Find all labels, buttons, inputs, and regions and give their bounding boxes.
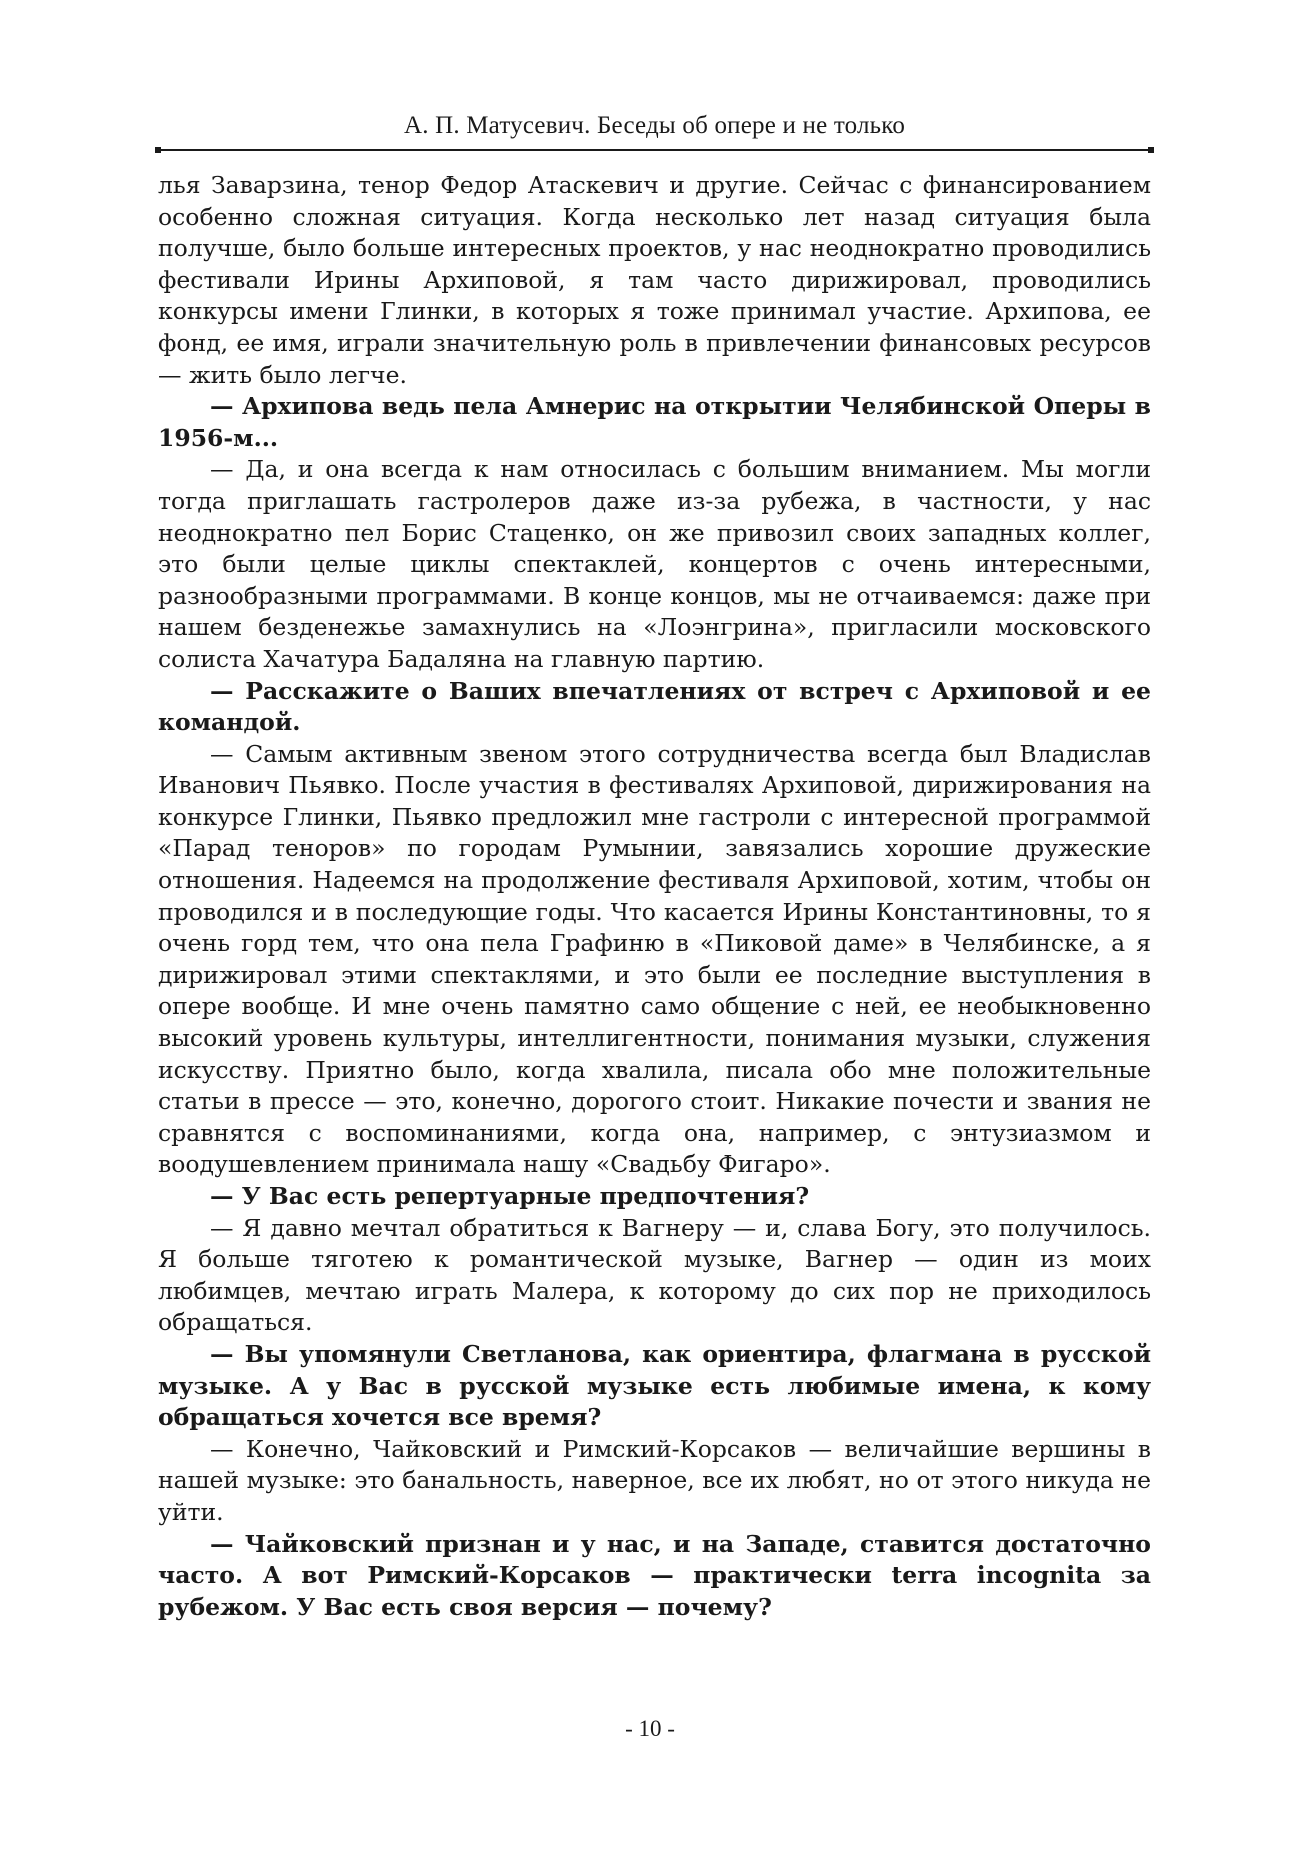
interview-question: — Расскажите о Ваших впечатлениях от встреч с Архиповой и ее командой. [158,676,1151,737]
page-number: - 10 - [625,1716,675,1741]
interview-answer: — Самым активным звеном этого сотрудничества всегда был Владислав Иванович Пьявко. После участия в фестивалях Архиповой, дирижирования на конкурсе Глинки, Пьявко предложил мне гастроли с интересной программой «Парад теноров» по городам Румынии, завязались хорошие дружеские отношения. Надеемся на продолжение фестиваля Архиповой, хотим, чтобы он проводился и в последующие годы. Что касается Ирины Константиновны, то я очень горд тем, что она пела Графиню в «Пиковой даме» в Челябинске, а я дирижировал этими спектаклями, и это были ее последние выступления в опере вообще. И мне очень памятно само общение с ней, ее необыкновенно высокий уровень культуры, интеллигентности, понимания музыки, служения искусству. Приятно было, когда хвалила, писала обо мне положительные статьи в прессе — это, конечно, дорогого стоит. Никакие почести и звания не сравнятся с воспоминаниями, когда она, например, с энтузиазмом и воодушевлением принимала нашу «Свадьбу Фигаро». [158,739,1151,1179]
interview-answer: — Конечно, Чайковский и Римский-Корсаков — величайшие вершины в нашей музыке: это банальность, наверное, все их любят, но от этого никуда не уйти. [158,1434,1151,1526]
running-header: А. П. Матусевич. Беседы об опере и не только [403,112,906,139]
paragraph-continuation: лья Заварзина, тенор Федор Атаскевич и другие. Сейчас с финансированием особенно сложная ситуация. Когда несколько лет назад ситуация была получше, было больше интересных проектов, у нас неоднократно проводились фестивали Ирины Архиповой, я там часто дирижировал, проводились конкурсы имени Глинки, в которых я тоже принимал участие. Архипова, ее фонд, ее имя, играли значительную роль в привлечении финансовых ресурсов — жить было легче. [158,171,1151,389]
interview-answer: — Я давно мечтал обратиться к Вагнеру — и, слава Богу, это получилось. Я больше тяготею к романтической музыке, Вагнер — один из моих любимцев, мечтаю играть Малера, к которому до сих пор не приходилось обращаться. [158,1213,1151,1337]
interview-question: — У Вас есть репертуарные предпочтения? [210,1182,810,1210]
interview-question: — Архипова ведь пела Амнерис на открытии Челябинской Оперы в 1956-м... [158,392,1151,452]
interview-question: — Чайковский признан и у нас, и на Западе, ставится достаточно часто. А вот Римский-Корсаков — практически terra incognita за рубежом. У Вас есть своя версия — почему? [158,1529,1151,1621]
header-rule [158,149,1151,151]
page-body [158,170,1151,1623]
interview-answer: — Да, и она всегда к нам относилась с большим вниманием. Мы могли тогда приглашать гастролеров даже из-за рубежа, в частности, у нас неоднократно пел Борис Стаценко, он же привозил своих западных коллег, это были целые циклы спектаклей, концертов с очень интересными, разнообразными программами. В конце концов, мы не отчаиваемся: даже при нашем безденежье замахнулись на «Лоэнгрина», пригласили московского солиста Хачатура Бадаляна на главную партию. [158,455,1151,673]
interview-question: — Вы упомянули Светланова, как ориентира, флагмана в русской музыке. А у Вас в русской музыке есть любимые имена, к кому обращаться хочется все время? [158,1339,1151,1432]
